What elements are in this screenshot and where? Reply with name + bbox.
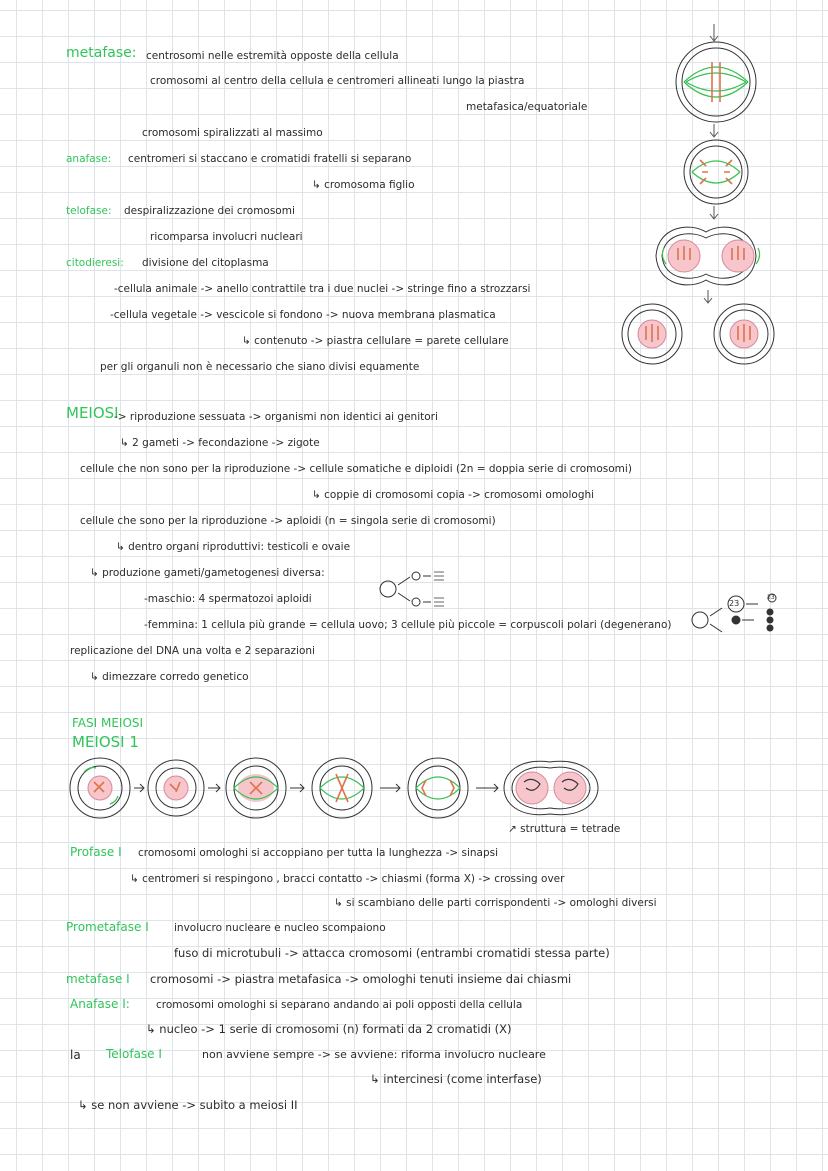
meiosis-cell-1 [70,758,130,818]
metafase-line-4: cromosomi spiralizzati al massimo [142,127,323,139]
anafase-1-line-2: ↳ nucleo -> 1 serie di cromosomi (n) formati da 2 cromatidi (X) [146,1022,512,1036]
telofase-1-line-3: ↳ se non avviene -> subito a meiosi II [78,1098,298,1112]
female-label-1: 23 [729,599,740,608]
prometafase-line-2: fuso di microtubuli -> attacca cromosomi (entrambi cromatidi stessa parte) [174,946,610,960]
profase-line-1: cromosomi omologhi si accoppiano per tutta la lunghezza -> sinapsi [138,847,499,859]
metafase-line-3: metafasica/equatoriale [466,101,588,113]
arrow-2 [208,784,220,792]
anafase-line-1: centromeri si staccano e cromatidi fratelli si separano [128,153,412,165]
anafase-1-title: Anafase I: [70,997,130,1011]
organuli-note: per gli organuli non è necessario che siano divisi equamente [100,361,420,373]
anafase-title: anafase: [66,153,112,165]
meiosi-line-5: cellule che sono per la riproduzione -> aploidi (n = singola serie di cromosomi) [80,515,496,527]
metafase-1-title: metafase I [66,972,130,986]
meiosi-line-1: -> riproduzione sessuata -> organismi non identici ai genitori [114,411,438,423]
telofase-line-1: despiralizzazione dei cromosomi [124,205,295,217]
arrow-3 [290,784,304,792]
arrow-4 [380,784,400,792]
meiosi-line-11: ↳ dimezzare corredo genetico [90,671,249,683]
meiosi-line-7: ↳ produzione gameti/gametogenesi diversa: [90,567,325,579]
telofase-1-line-1: non avviene sempre -> se avviene: riforma involucro nucleare [202,1048,546,1061]
metafase-title: metafase: [66,45,137,61]
meiosi-line-3: cellule che non sono per la riproduzione -> cellule somatiche e diploidi (2n = doppia serie di cromosomi) [80,463,632,475]
fasi-title: FASI MEIOSI [72,716,144,730]
anafase-line-2: ↳ cromosoma figlio [312,179,415,191]
meiosi-line-4: ↳ coppie di cromosomi copia -> cromosomi omologhi [312,489,595,501]
arrow-1 [134,784,144,792]
metafase-line-2: cromosomi al centro della cellula e centromeri allineati lungo la piastra [150,75,525,87]
metafase-line-1: centrosomi nelle estremità opposte della cellula [146,50,399,62]
meiosis-cell-4 [312,758,372,818]
meiosis-cell-5 [408,758,468,818]
arrow-5 [476,784,498,792]
telofase-line-2: ricomparsa involucri nucleari [150,231,303,243]
citodieresi-line-3: -cellula vegetale -> vescicole si fondono -> nuova membrana plasmatica [110,309,496,321]
meiosis-cell-2 [148,760,204,816]
metafase-1-line-1: cromosomi -> piastra metafasica -> omologhi tenuti insieme dai chiasmi [150,972,572,986]
meiosi-line-9: -femmina: 1 cellula più grande = cellula uovo; 3 cellule più piccole = corpuscoli polari (degenerano) [144,619,672,631]
citodieresi-line-2: -cellula animale -> anello contrattile tra i due nuclei -> stringe fino a strozzarsi [114,283,531,295]
prometafase-title: Prometafase I [66,920,149,934]
prometafase-line-1: involucro nucleare e nucleo scompaiono [174,922,386,934]
meiosis-cell-3 [226,758,286,818]
meiosi-line-2: ↳ 2 gameti -> fecondazione -> zigote [120,437,320,449]
telofase-1-prefix: la [70,1048,81,1062]
meiosis-cell-6 [504,761,598,814]
telofase-1-title: Telofase I [106,1047,162,1061]
meiosi-title: MEIOSI [66,404,119,422]
citodieresi-line-4: ↳ contenuto -> piastra cellulare = parete cellulare [242,335,509,347]
meiosi-line-10: replicazione del DNA una volta e 2 separazioni [70,645,315,657]
female-label-2: 23 [767,594,775,601]
telofase-title: telofase: [66,205,112,217]
meiosi-line-6: ↳ dentro organi riproduttivi: testicoli e ovaie [116,541,351,553]
profase-line-2: ↳ centromeri si respingono , bracci contatto -> chiasmi (forma X) -> crossing over [130,873,565,885]
anafase-1-line-1: cromosomi omologhi si separano andando ai poli opposti della cellula [156,999,523,1011]
meiosi-line-8: -maschio: 4 spermatozoi aploidi [144,593,312,605]
profase-line-3: ↳ si scambiano delle parti corrispondenti -> omologhi diversi [334,897,657,909]
citodieresi-line-1: divisione del citoplasma [142,257,269,269]
telofase-1-line-2: ↳ intercinesi (come interfase) [370,1072,542,1086]
citodieresi-title: citodieresi: [66,257,124,269]
struttura-note: ↗ struttura = tetrade [508,823,621,835]
profase-title: Profase I [70,845,122,859]
meiosi-1-title: MEIOSI 1 [72,733,139,751]
